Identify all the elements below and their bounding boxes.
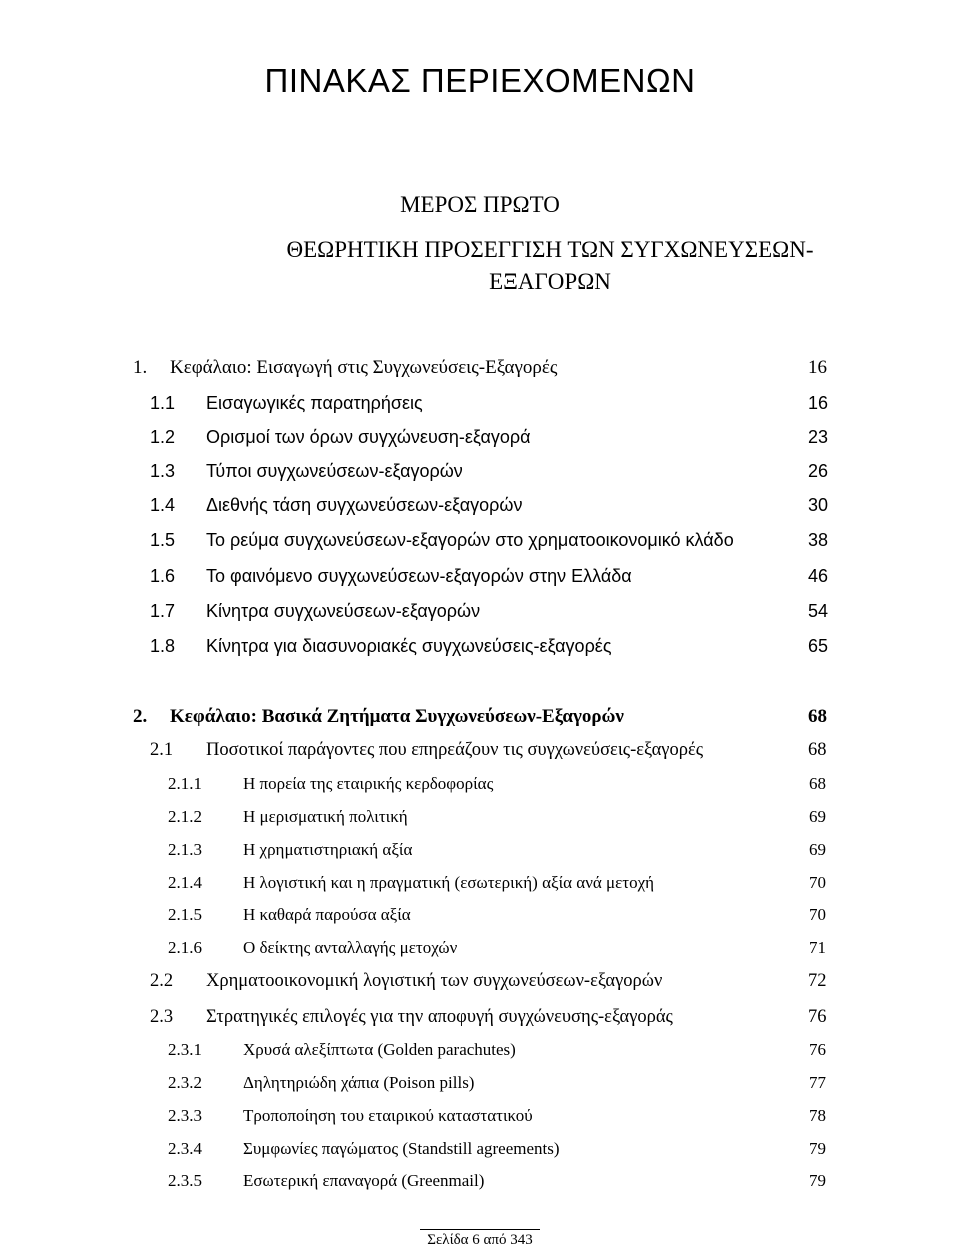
toc-entry-page: 16 bbox=[808, 393, 829, 413]
toc-entry[interactable] bbox=[0, 1171, 960, 1199]
toc-entry[interactable] bbox=[0, 495, 960, 523]
part-heading: ΜΕΡΟΣ ΠΡΩΤΟ bbox=[400, 192, 560, 217]
toc-entry[interactable] bbox=[0, 1073, 960, 1101]
toc-entry[interactable] bbox=[0, 601, 960, 629]
toc-entry[interactable] bbox=[0, 774, 960, 802]
toc-entry-page: 79 bbox=[809, 1139, 826, 1158]
toc-entry[interactable] bbox=[0, 566, 960, 594]
toc-entry-title: Κεφάλαιο: Βασικά Ζητήματα Συγχωνεύσεων-Εξαγορών bbox=[170, 706, 624, 727]
toc-entry-page: 68 bbox=[808, 706, 827, 727]
toc-entry-number: 2.3.2 bbox=[168, 1073, 202, 1092]
toc-entry-title: Διεθνής τάση συγχωνεύσεων-εξαγορών bbox=[206, 495, 523, 515]
toc-entry[interactable] bbox=[0, 873, 960, 901]
toc-entry[interactable] bbox=[0, 636, 960, 664]
toc-entry-title: Κίνητρα συγχωνεύσεων-εξαγορών bbox=[206, 601, 481, 621]
toc-entry-title: Ποσοτικοί παράγοντες που επηρεάζουν τις συγχωνεύσεις-εξαγορές bbox=[206, 740, 704, 760]
toc-entry-title: Δηλητηριώδη χάπια (Poison pills) bbox=[243, 1073, 475, 1092]
toc-entry-title: Η χρηματιστηριακή αξία bbox=[243, 840, 413, 859]
toc-entry-title: Χρηματοοικονομική λογιστική των συγχωνεύσεων-εξαγορών bbox=[206, 971, 663, 991]
toc-entry[interactable] bbox=[0, 1040, 960, 1068]
toc-entry-number: 2. bbox=[133, 706, 148, 727]
toc-entry-chapter[interactable] bbox=[0, 357, 960, 385]
toc-entry-page: 46 bbox=[808, 566, 829, 586]
toc-entry-number: 2.3.4 bbox=[168, 1139, 202, 1158]
toc-entry-number: 2.3.5 bbox=[168, 1171, 202, 1190]
toc-entry-number: 1.4 bbox=[150, 495, 176, 515]
toc-entry-page: 16 bbox=[808, 357, 827, 378]
toc-entry-number: 1.1 bbox=[150, 393, 176, 413]
toc-entry-page: 54 bbox=[808, 601, 829, 621]
toc-entry-title: Τροποποίηση του εταιρικού καταστατικού bbox=[243, 1106, 533, 1125]
toc-entry-title: Τύποι συγχωνεύσεων-εξαγορών bbox=[206, 461, 463, 481]
toc-entry-page: 68 bbox=[808, 740, 827, 760]
toc-entry-number: 2.3.1 bbox=[168, 1040, 202, 1059]
toc-entry-number: 2.1.5 bbox=[168, 905, 202, 924]
toc-entry-page: 78 bbox=[809, 1106, 826, 1125]
toc-entry-title: Η καθαρά παρούσα αξία bbox=[243, 905, 411, 924]
toc-entry-title: Χρυσά αλεξίπτωτα (Golden parachutes) bbox=[243, 1040, 516, 1059]
part-subtitle bbox=[150, 234, 950, 298]
toc-entry-page: 70 bbox=[809, 873, 826, 892]
toc-entry[interactable] bbox=[0, 840, 960, 868]
toc-entry-page: 69 bbox=[809, 840, 826, 859]
toc-entry-title: Ο δείκτης ανταλλαγής μετοχών bbox=[243, 938, 458, 957]
toc-entry-title: Συμφωνίες παγώματος (Standstill agreements) bbox=[243, 1139, 560, 1158]
toc-entry[interactable] bbox=[0, 427, 960, 455]
toc-entry-page: 68 bbox=[809, 774, 826, 793]
toc-entry-number: 1.6 bbox=[150, 566, 176, 586]
toc-entry-page: 26 bbox=[808, 461, 829, 481]
page-footer: Σελίδα 6 από 343 bbox=[427, 1232, 533, 1248]
toc-entry-number: 2.2 bbox=[150, 971, 174, 991]
toc-entry-page: 77 bbox=[809, 1073, 826, 1092]
toc-entry-title: Στρατηγικές επιλογές για την αποφυγή συγχώνευσης-εξαγοράς bbox=[206, 1007, 673, 1027]
toc-entry[interactable] bbox=[0, 461, 960, 489]
toc-entry[interactable] bbox=[0, 530, 960, 558]
toc-entry[interactable] bbox=[0, 807, 960, 835]
toc-entry-title: Κίνητρα για διασυνοριακές συγχωνεύσεις-εξαγορές bbox=[206, 636, 612, 656]
toc-entry-page: 38 bbox=[808, 530, 829, 550]
toc-entry-number: 1.2 bbox=[150, 427, 176, 447]
toc-entry-title: Εισαγωγικές παρατηρήσεις bbox=[206, 393, 423, 413]
part-subtitle-line-1: ΘΕΩΡΗΤΙΚΗ ΠΡΟΣΕΓΓΙΣΗ ΤΩΝ ΣΥΓΧΩΝΕΥΣΕΩΝ- bbox=[286, 237, 814, 262]
toc-entry-number: 1.8 bbox=[150, 636, 176, 656]
toc-entry-number: 2.1.3 bbox=[168, 840, 202, 859]
toc-entry-number: 1. bbox=[133, 357, 148, 378]
toc-entry-title: Το φαινόμενο συγχωνεύσεων-εξαγορών στην Ελλάδα bbox=[206, 566, 632, 586]
toc-entry-page: 76 bbox=[809, 1040, 826, 1059]
toc-entry[interactable] bbox=[0, 938, 960, 966]
toc-entry[interactable] bbox=[0, 393, 960, 421]
toc-entry[interactable] bbox=[0, 740, 960, 768]
part-subtitle-line-2: ΕΞΑΓΟΡΩΝ bbox=[489, 269, 611, 294]
toc-entry-page: 76 bbox=[808, 1007, 827, 1027]
toc-entry[interactable] bbox=[0, 1007, 960, 1035]
toc-entry-page: 71 bbox=[809, 938, 826, 957]
toc-entry-page: 69 bbox=[809, 807, 826, 826]
toc-entry-title: Εσωτερική επαναγορά (Greenmail) bbox=[243, 1171, 485, 1190]
toc-entry-number: 2.1.1 bbox=[168, 774, 202, 793]
toc-entry-title: Το ρεύμα συγχωνεύσεων-εξαγορών στο χρηματοοικονομικό κλάδο bbox=[206, 530, 734, 550]
toc-entry-number: 1.3 bbox=[150, 461, 176, 481]
toc-entry-page: 72 bbox=[808, 971, 827, 991]
toc-entry-title: Ορισμοί των όρων συγχώνευση-εξαγορά bbox=[206, 427, 531, 447]
toc-entry-title: Η λογιστική και η πραγματική (εσωτερική) αξία ανά μετοχή bbox=[243, 873, 655, 892]
toc-entry[interactable] bbox=[0, 905, 960, 933]
toc-entry-number: 2.1.4 bbox=[168, 873, 202, 892]
toc-entry[interactable] bbox=[0, 971, 960, 999]
toc-entry-number: 2.1 bbox=[150, 740, 174, 760]
toc-entry-page: 30 bbox=[808, 495, 829, 515]
toc-entry-title: Η πορεία της εταιρικής κερδοφορίας bbox=[243, 774, 494, 793]
footer-divider bbox=[420, 1229, 540, 1230]
toc-entry-title: Η μερισματική πολιτική bbox=[243, 807, 408, 826]
page-title: ΠΙΝΑΚΑΣ ΠΕΡΙΕΧΟΜΕΝΩΝ bbox=[264, 62, 696, 99]
toc-entry-number: 2.1.2 bbox=[168, 807, 202, 826]
toc-entry[interactable] bbox=[0, 1106, 960, 1134]
toc-entry-chapter[interactable] bbox=[0, 706, 960, 734]
toc-entry[interactable] bbox=[0, 1139, 960, 1167]
toc-entry-page: 23 bbox=[808, 427, 829, 447]
toc-entry-number: 2.3 bbox=[150, 1007, 174, 1027]
toc-entry-title: Κεφάλαιο: Εισαγωγή στις Συγχωνεύσεις-Εξαγορές bbox=[170, 357, 558, 378]
toc-entry-page: 70 bbox=[809, 905, 826, 924]
toc-entry-number: 2.1.6 bbox=[168, 938, 202, 957]
toc-entry-number: 2.3.3 bbox=[168, 1106, 202, 1125]
toc-entry-number: 1.7 bbox=[150, 601, 176, 621]
toc-entry-number: 1.5 bbox=[150, 530, 176, 550]
toc-entry-page: 65 bbox=[808, 636, 829, 656]
toc-entry-page: 79 bbox=[809, 1171, 826, 1190]
